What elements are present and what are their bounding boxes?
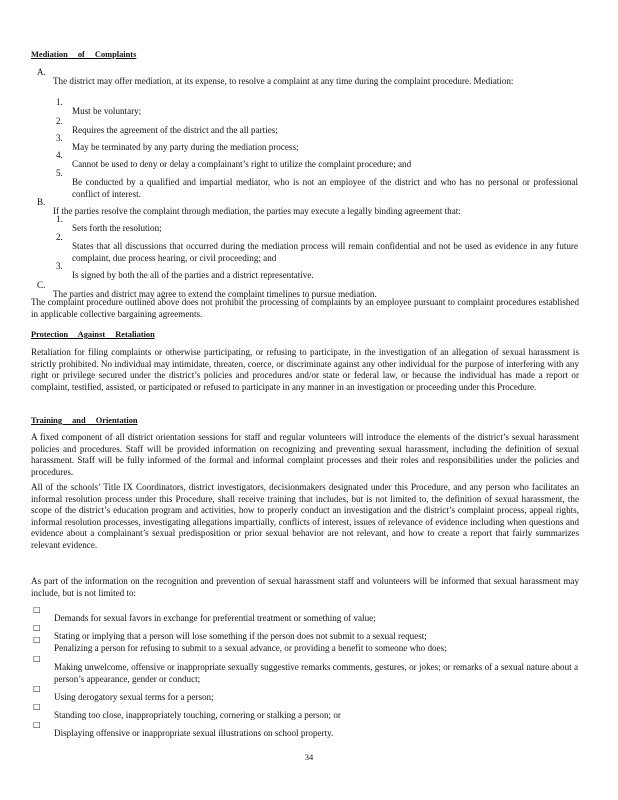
list-item-text: Sets forth the resolution; — [72, 223, 162, 234]
list-marker: B. — [37, 197, 46, 207]
list-item-text: The district may offer mediation, at its expense, to resolve a complaint at any time during the complaint procedure. Mediation: — [53, 76, 514, 87]
section-heading-mediation: Mediation of Complaints — [31, 50, 137, 59]
list-item-text: Displaying offensive or inappropriate sexual illustrations on school property. — [54, 728, 334, 739]
paragraph: As part of the information on the recognition and prevention of sexual harassment staff and volunteers will be informed that sexual harassment may include, but is not limited to: — [31, 576, 579, 598]
list-item-text: Using derogatory sexual terms for a person; — [54, 692, 214, 703]
list-item-text: Penalizing a person for refusing to submit to a sexual advance, or providing a benefit to someone who does; — [54, 643, 447, 654]
list-item-text: Cannot be used to deny or delay a complainant’s right to utilize the complaint procedure; and — [72, 159, 412, 170]
list-marker: 4. — [56, 150, 63, 160]
checkbox-bullet-icon: □ — [33, 684, 41, 693]
list-item-text: Demands for sexual favors in exchange for preferential treatment or something of value; — [54, 613, 376, 624]
list-marker: 1. — [56, 97, 63, 107]
list-item-text: If the parties resolve the complaint through mediation, the parties may execute a legally binding agreement that: — [53, 206, 461, 217]
list-item-text: Be conducted by a qualified and impartial mediator, who is not an employee of the district and who has no personal or professional conflict of interest. — [72, 177, 578, 199]
list-item-text: Requires the agreement of the district and the all parties; — [72, 125, 278, 136]
list-marker: 2. — [56, 232, 63, 242]
list-marker: 3. — [56, 261, 63, 271]
list-item-text: Is signed by both the all of the parties and a district representative. — [72, 270, 314, 281]
list-marker: 5. — [56, 168, 63, 178]
list-marker: A. — [37, 67, 46, 77]
checkbox-bullet-icon: □ — [33, 605, 41, 614]
list-marker: 1. — [56, 214, 63, 224]
list-item-text: Stating or implying that a person will lose something if the person does not submit to a sexual request; — [54, 631, 427, 642]
checkbox-bullet-icon: □ — [33, 720, 41, 729]
list-item-text: May be terminated by any party during the mediation process; — [72, 142, 299, 153]
section-heading-protection: Protection Against Retaliation — [31, 330, 155, 339]
list-item-text: Must be voluntary; — [72, 106, 142, 117]
page-number: 34 — [304, 752, 314, 762]
checkbox-bullet-icon: □ — [33, 623, 41, 632]
list-item-text: Making unwelcome, offensive or inappropriate sexually suggestive remarks comments, gestures, or jokes; or remarks of a sexual nature about a person’s appearance, gender or conduct; — [54, 662, 578, 684]
paragraph: All of the schools’ Title IX Coordinators, district investigators, decisionmakers designated under this Procedure, and any person who facilitates an informal resolution process under this Procedure, shall receive training that includes, but is not limited to, the definition of sexual harassment, the scope of the district’s education program and activities, how to properly conduct an investigation and the district’s complaint process, appeal rights, informal resolution processes, investigating allegations impartially, conflicts of interest, issues of relevance of evidence including when questions and evidence about a complainant’s sexual predisposition or prior sexual behavior are not relevant, and how to create a report that fairly summarizes relevant evidence. — [31, 482, 579, 550]
checkbox-bullet-icon: □ — [33, 635, 41, 644]
list-item-text: Standing too close, inappropriately touching, cornering or stalking a person; or — [54, 710, 341, 721]
checkbox-bullet-icon: □ — [33, 702, 41, 711]
section-heading-training: Training and Orientation — [31, 416, 138, 425]
paragraph: A fixed component of all district orientation sessions for staff and regular volunteers will introduce the elements of the district’s sexual harassment policies and procedures. Staff will be provided information on recognizing and preventing sexual harassment, including the definition of sexual harassment. Staff will be fully informed of the formal and informal complaint processes and their roles and responsibilities under the policies and procedures. — [31, 432, 579, 477]
list-item-text: The parties and district may agree to extend the complaint timelines to pursue mediation. — [53, 289, 377, 300]
list-marker: 2. — [56, 116, 63, 126]
list-marker: C. — [37, 280, 46, 290]
paragraph: Retaliation for filing complaints or otherwise participating, or refusing to participate, in the investigation of an allegation of sexual harassment is strictly prohibited. No individual may intimidate, threaten, coerce, or discriminate against any other individual for the purpose of interfering with any right or privilege secured under the district’s policies and procedures and/or state or federal law, or because the individual has made a report or complaint, testified, assisted, or participated or refused to participate in any manner in an investigation or proceeding under this Procedure. — [31, 347, 579, 392]
checkbox-bullet-icon: □ — [33, 654, 41, 663]
list-marker: 3. — [56, 133, 63, 143]
paragraph: The complaint procedure outlined above does not prohibit the processing of complaints by an employee pursuant to complaint procedures established in applicable collective bargaining agreements. — [31, 297, 579, 319]
list-item-text: States that all discussions that occurred during the mediation process will remain confidential and not be used as evidence in any future complaint, due process hearing, or civil proceeding; and — [72, 241, 578, 263]
